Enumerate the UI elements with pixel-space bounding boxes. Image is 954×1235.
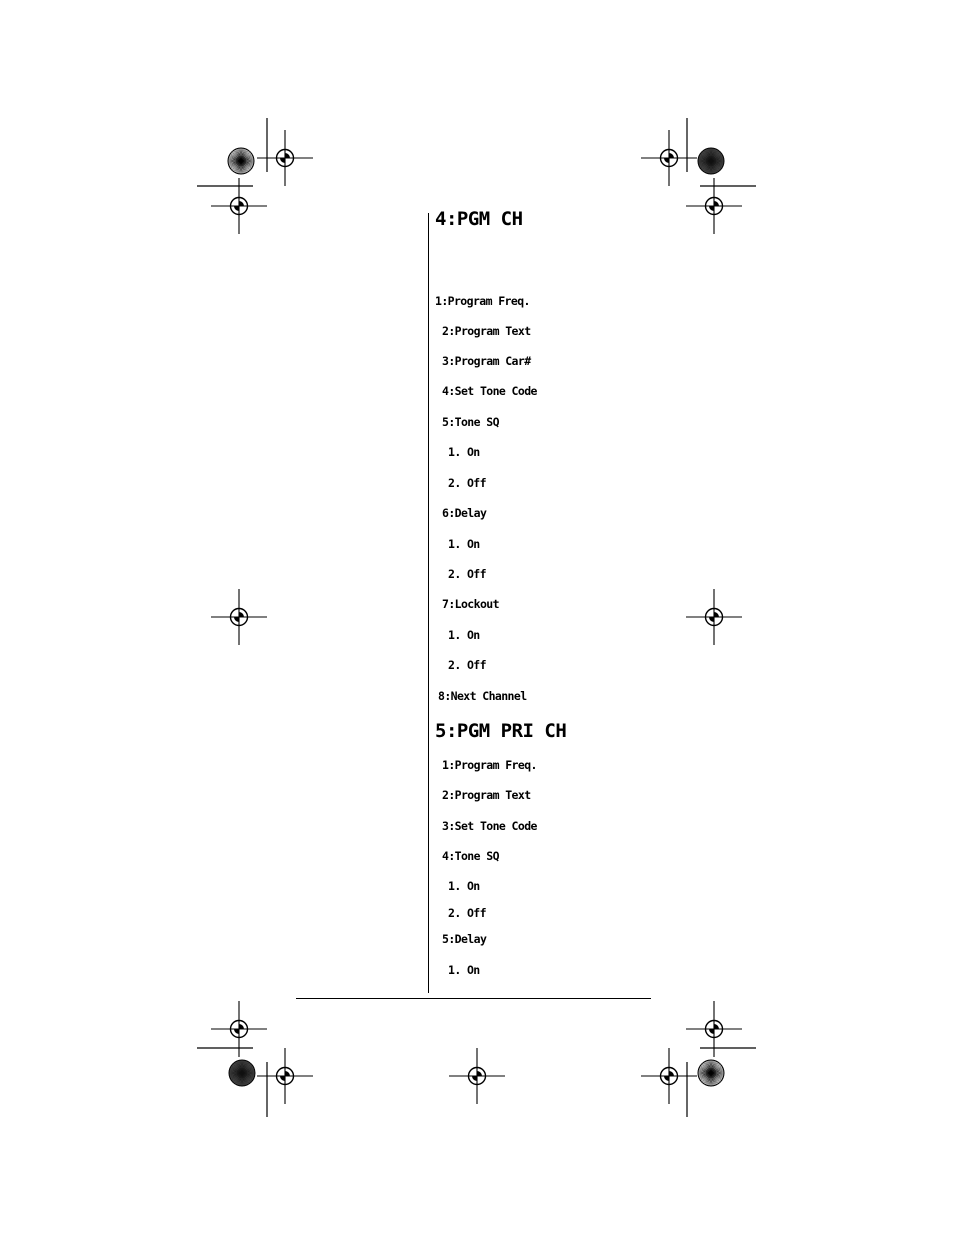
menu-item: 1:Program Freq.: [442, 758, 537, 772]
left-margin-rule: [428, 213, 429, 993]
registration-target: [257, 1048, 313, 1104]
star-target: [698, 1060, 724, 1086]
menu-sub-item: 1. On: [448, 537, 480, 551]
registration-target: [449, 1048, 505, 1104]
registration-target: [641, 1048, 697, 1104]
menu-sub-item: 1. On: [448, 879, 480, 893]
menu-item: 4:Set Tone Code: [442, 384, 537, 398]
menu-sub-item: 2. Off: [448, 567, 486, 581]
registration-target: [211, 589, 267, 645]
star-target: [228, 148, 254, 174]
menu-sub-item: 2. Off: [448, 906, 486, 920]
menu-item: 3:Program Car#: [442, 354, 531, 368]
menu-item: 2:Program Text: [442, 788, 531, 802]
menu-item: 7:Lockout: [442, 597, 499, 611]
menu-item: 4:Tone SQ: [442, 849, 499, 863]
registration-target: [257, 130, 313, 186]
section-title-pgm-pri-ch: 5:PGM PRI CH: [435, 720, 567, 742]
menu-sub-item: 1. On: [448, 628, 480, 642]
star-target: [698, 148, 724, 174]
menu-sub-item: 2. Off: [448, 476, 486, 490]
registration-target: [641, 130, 697, 186]
menu-item: 6:Delay: [442, 506, 487, 520]
star-target: [229, 1060, 255, 1086]
menu-item: 2:Program Text: [442, 324, 531, 338]
registration-target: [686, 589, 742, 645]
menu-item: 3:Set Tone Code: [442, 819, 537, 833]
menu-item: 8:Next Channel: [438, 689, 527, 703]
menu-sub-item: 2. Off: [448, 658, 486, 672]
page-bottom-rule: [296, 998, 651, 999]
menu-item: 1:Program Freq.: [435, 294, 530, 308]
menu-item: 5:Delay: [442, 932, 487, 946]
menu-sub-item: 1. On: [448, 445, 480, 459]
menu-sub-item: 1. On: [448, 963, 480, 977]
menu-item: 5:Tone SQ: [442, 415, 499, 429]
section-title-pgm-ch: 4:PGM CH: [435, 208, 523, 230]
